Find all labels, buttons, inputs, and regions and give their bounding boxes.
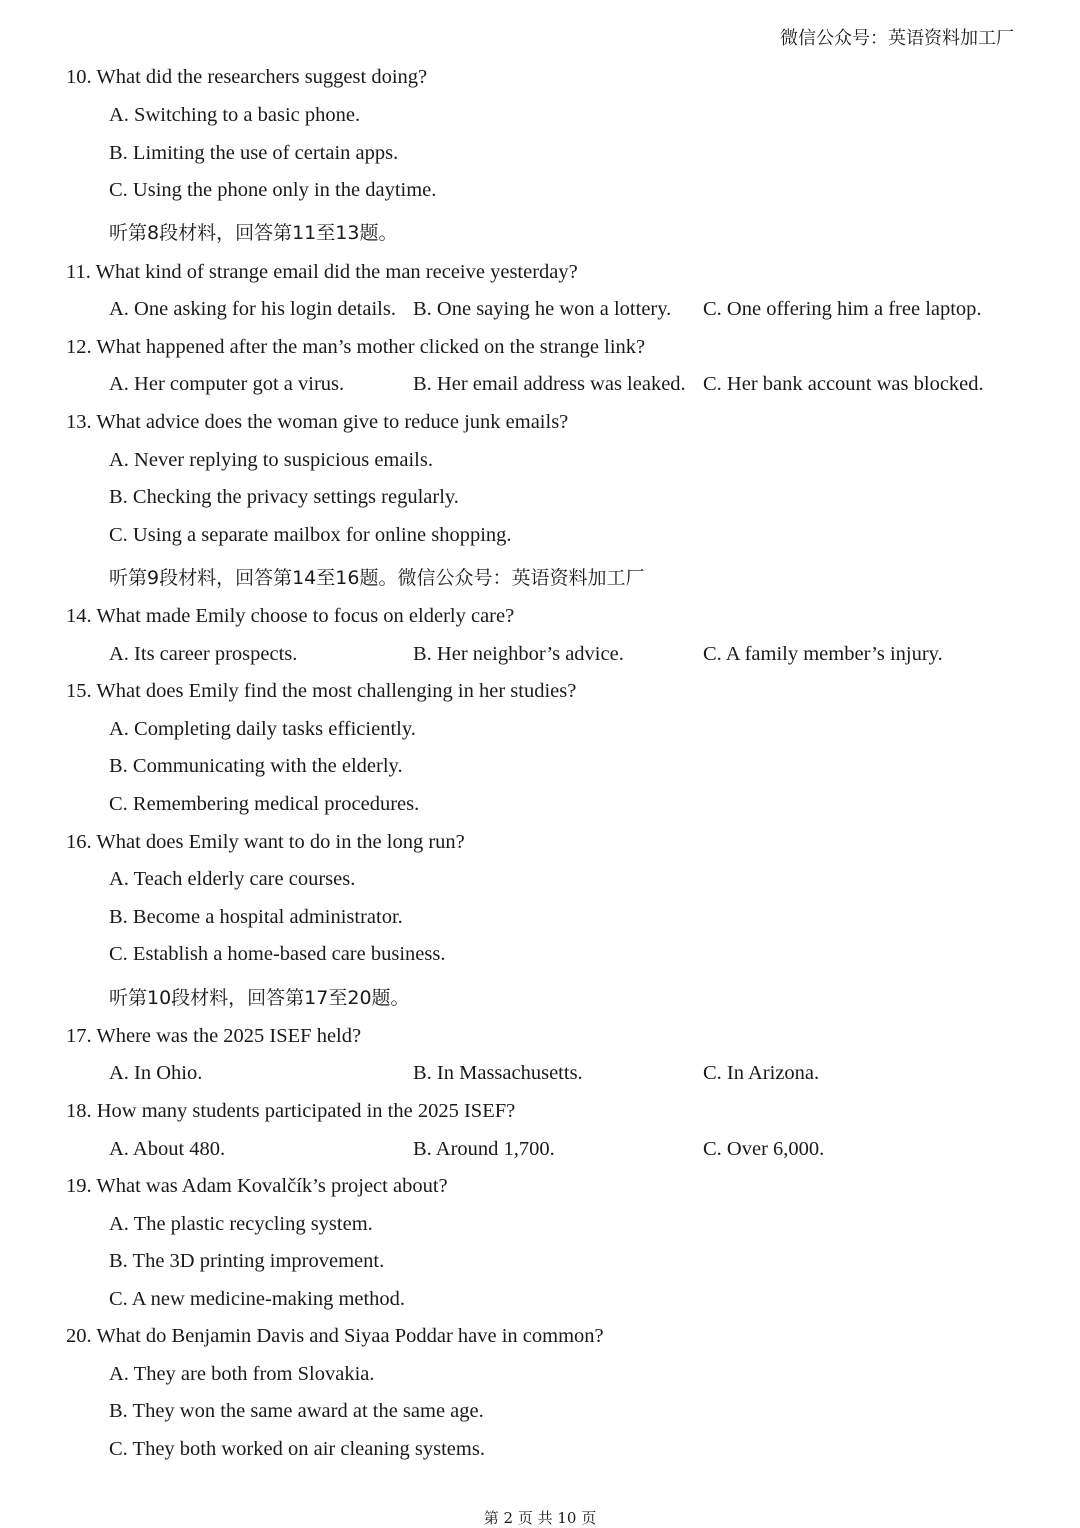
q16-option-b: B. Become a hospital administrator. xyxy=(109,906,403,928)
q12-option-b: B. Her email address was leaked. xyxy=(413,373,686,395)
question-19: 19. What was Adam Kovalčík’s project about? xyxy=(66,1175,448,1197)
q14-option-a: A. Its career prospects. xyxy=(109,643,298,665)
q11-option-c: C. One offering him a free laptop. xyxy=(703,298,982,320)
page-number-footer: 第 2 页 共 10 页 xyxy=(483,1509,597,1527)
question-13: 13. What advice does the woman give to reduce junk emails? xyxy=(66,411,569,433)
q16-option-a: A. Teach elderly care courses. xyxy=(109,868,356,890)
question-20: 20. What do Benjamin Davis and Siyaa Poddar have in common? xyxy=(66,1325,604,1347)
header-watermark: 微信公众号：英语资料加工厂 xyxy=(780,28,1014,49)
q20-option-c: C. They both worked on air cleaning systems. xyxy=(109,1438,485,1460)
q18-option-a: A. About 480. xyxy=(109,1138,226,1160)
q18-option-b: B. Around 1,700. xyxy=(413,1138,555,1160)
question-15: 15. What does Emily find the most challenging in her studies? xyxy=(66,680,577,702)
question-18: 18. How many students participated in the 2025 ISEF? xyxy=(66,1100,516,1122)
instruction-section-8: 听第8段材料，回答第11至13题。 xyxy=(109,222,398,244)
q14-option-b: B. Her neighbor’s advice. xyxy=(413,643,624,665)
q19-option-a: A. The plastic recycling system. xyxy=(109,1213,373,1235)
question-10: 10. What did the researchers suggest doing? xyxy=(66,66,428,88)
q10-option-c: C. Using the phone only in the daytime. xyxy=(109,179,437,201)
question-16: 16. What does Emily want to do in the long run? xyxy=(66,831,465,853)
q12-option-a: A. Her computer got a virus. xyxy=(109,373,345,395)
q13-option-b: B. Checking the privacy settings regularly. xyxy=(109,486,459,508)
q17-option-b: B. In Massachusetts. xyxy=(413,1062,583,1084)
q12-option-c: C. Her bank account was blocked. xyxy=(703,373,984,395)
q10-option-a: A. Switching to a basic phone. xyxy=(109,104,361,126)
instruction-section-10: 听第10段材料，回答第17至20题。 xyxy=(109,987,410,1009)
q14-option-c: C. A family member’s injury. xyxy=(703,643,943,665)
q11-option-a: A. One asking for his login details. xyxy=(109,298,396,320)
question-12: 12. What happened after the man’s mother clicked on the strange link? xyxy=(66,336,646,358)
instruction-section-9: 听第9段材料，回答第14至16题。微信公众号：英语资料加工厂 xyxy=(109,567,645,589)
q13-option-a: A. Never replying to suspicious emails. xyxy=(109,449,433,471)
q20-option-b: B. They won the same award at the same age. xyxy=(109,1400,484,1422)
q10-option-b: B. Limiting the use of certain apps. xyxy=(109,142,399,164)
q18-option-c: C. Over 6,000. xyxy=(703,1138,825,1160)
q17-option-c: C. In Arizona. xyxy=(703,1062,820,1084)
q19-option-b: B. The 3D printing improvement. xyxy=(109,1250,385,1272)
q17-option-a: A. In Ohio. xyxy=(109,1062,203,1084)
q11-option-b: B. One saying he won a lottery. xyxy=(413,298,672,320)
question-17: 17. Where was the 2025 ISEF held? xyxy=(66,1025,362,1047)
q13-option-c: C. Using a separate mailbox for online shopping. xyxy=(109,524,512,546)
q15-option-a: A. Completing daily tasks efficiently. xyxy=(109,718,416,740)
q15-option-b: B. Communicating with the elderly. xyxy=(109,755,403,777)
q16-option-c: C. Establish a home-based care business. xyxy=(109,943,446,965)
question-11: 11. What kind of strange email did the man receive yesterday? xyxy=(66,261,578,283)
q15-option-c: C. Remembering medical procedures. xyxy=(109,793,420,815)
q19-option-c: C. A new medicine-making method. xyxy=(109,1288,406,1310)
q20-option-a: A. They are both from Slovakia. xyxy=(109,1363,375,1385)
question-14: 14. What made Emily choose to focus on elderly care? xyxy=(66,605,515,627)
